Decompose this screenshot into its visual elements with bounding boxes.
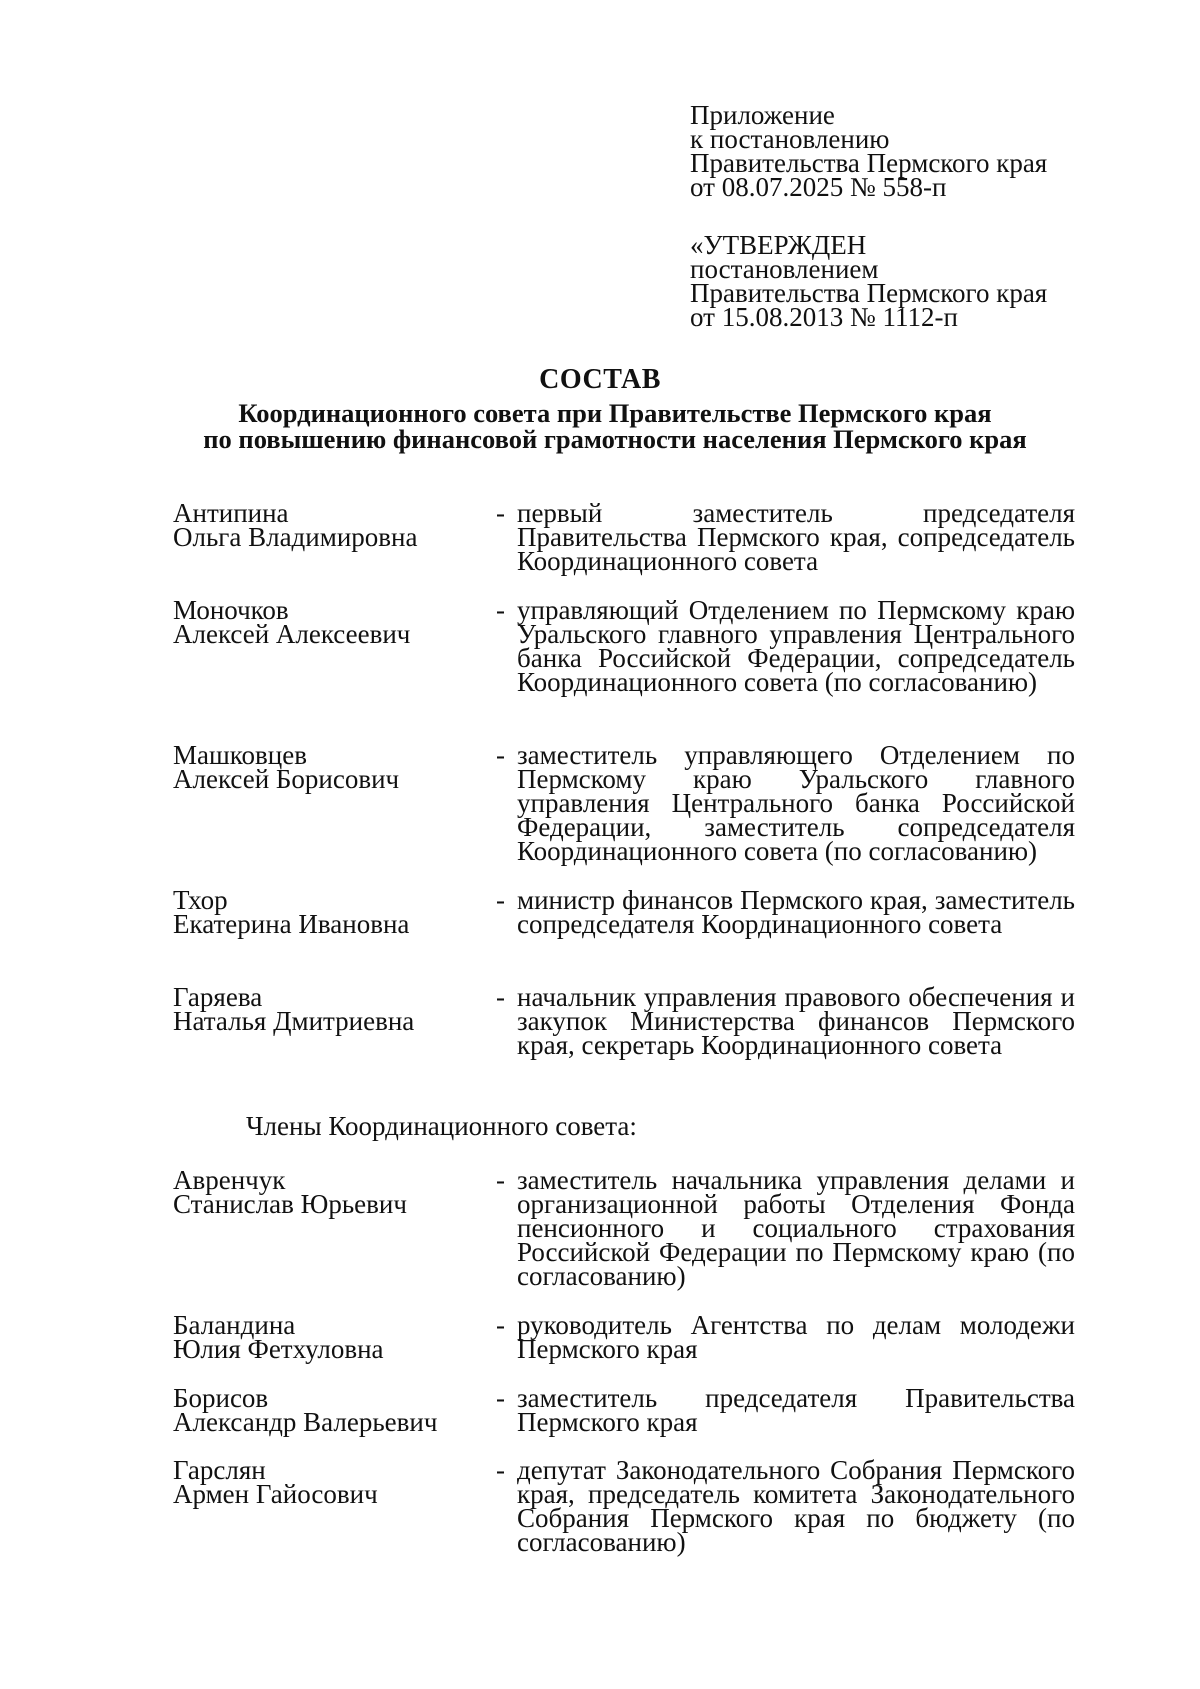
person-given-names: Армен Гайосович bbox=[173, 1479, 378, 1509]
subtitle-line: Координационного совета при Правительстве Пермского края bbox=[238, 398, 992, 428]
person-name bbox=[173, 885, 483, 939]
person-given-names: Александр Валерьевич bbox=[173, 1407, 438, 1437]
annex-reference bbox=[690, 100, 1110, 202]
separator-dash: - bbox=[496, 740, 505, 770]
person-role: первый заместитель председателя Правительства Пермского края, сопредседатель Координационного совета bbox=[517, 498, 1075, 576]
person-name bbox=[173, 982, 483, 1036]
person-role: управляющий Отделением по Пермскому краю Уральского главного управления Центрального банка Российской Федерации, сопредседатель Координационного совета (по согласованию) bbox=[517, 595, 1075, 697]
person-role: министр финансов Пермского края, заместитель сопредседателя Координационного совета bbox=[517, 885, 1075, 939]
person-name bbox=[173, 498, 483, 552]
person-role: депутат Законодательного Собрания Пермского края, председатель комитета Законодательного Собрания Пермского края по бюджету (по согласованию) bbox=[517, 1455, 1075, 1557]
separator-dash: - bbox=[496, 498, 505, 528]
approval-reference bbox=[690, 230, 1110, 332]
person-given-names: Юлия Фетхуловна bbox=[173, 1334, 384, 1364]
members-section-heading: Члены Координационного совета: bbox=[246, 1111, 637, 1141]
approval-line: «УТВЕРЖДЕН bbox=[690, 230, 867, 260]
annex-line: Правительства Пермского края bbox=[690, 148, 1048, 178]
person-surname: Гаряева bbox=[173, 982, 263, 1012]
document-title: СОСТАВ bbox=[539, 364, 661, 395]
person-surname: Авренчук bbox=[173, 1165, 286, 1195]
person-surname: Машковцев bbox=[173, 740, 307, 770]
document-subtitle bbox=[150, 400, 1080, 452]
person-surname: Тхор bbox=[173, 885, 228, 915]
separator-dash: - bbox=[496, 1455, 505, 1485]
person-given-names: Алексей Борисович bbox=[173, 764, 400, 794]
person-surname: Гарслян bbox=[173, 1455, 266, 1485]
separator-dash: - bbox=[496, 595, 505, 625]
person-role: заместитель председателя Правительства Пермского края bbox=[517, 1383, 1075, 1437]
separator-dash: - bbox=[496, 1383, 505, 1413]
person-role: заместитель управляющего Отделением по Пермскому краю Уральского главного управления Центрального банка Российской Федерации, заместитель сопредседателя Координационного совета (по согласованию) bbox=[517, 740, 1075, 866]
person-name bbox=[173, 1310, 483, 1364]
approval-line: постановлением bbox=[690, 254, 879, 284]
separator-dash: - bbox=[496, 1310, 505, 1340]
subtitle-line: по повышению финансовой грамотности населения Пермского края bbox=[203, 424, 1027, 454]
approval-line: Правительства Пермского края bbox=[690, 278, 1048, 308]
person-given-names: Екатерина Ивановна bbox=[173, 909, 410, 939]
separator-dash: - bbox=[496, 982, 505, 1012]
person-given-names: Ольга Владимировна bbox=[173, 522, 418, 552]
person-surname: Борисов bbox=[173, 1383, 269, 1413]
person-name bbox=[173, 1165, 483, 1219]
person-surname: Моночков bbox=[173, 595, 289, 625]
person-given-names: Наталья Дмитриевна bbox=[173, 1006, 415, 1036]
person-role: начальник управления правового обеспечения и закупок Министерства финансов Пермского края, секретарь Координационного совета bbox=[517, 982, 1075, 1060]
annex-line: к постановлению bbox=[690, 124, 890, 154]
person-surname: Баландина bbox=[173, 1310, 296, 1340]
approval-date-number: от 15.08.2013 № 1112-п bbox=[690, 302, 958, 332]
person-role: заместитель начальника управления делами и организационной работы Отделения Фонда пенсионного и социального страхования Российской Федерации по Пермскому краю (по согласованию) bbox=[517, 1165, 1075, 1291]
person-surname: Антипина bbox=[173, 498, 289, 528]
annex-date-number: от 08.07.2025 № 558-п bbox=[690, 172, 947, 202]
person-name bbox=[173, 1455, 483, 1509]
person-name bbox=[173, 1383, 483, 1437]
annex-line: Приложение bbox=[690, 100, 835, 130]
person-name bbox=[173, 595, 483, 649]
person-role: руководитель Агентства по делам молодежи Пермского края bbox=[517, 1310, 1075, 1364]
person-name bbox=[173, 740, 483, 794]
separator-dash: - bbox=[496, 885, 505, 915]
person-given-names: Алексей Алексеевич bbox=[173, 619, 411, 649]
separator-dash: - bbox=[496, 1165, 505, 1195]
person-given-names: Станислав Юрьевич bbox=[173, 1189, 407, 1219]
